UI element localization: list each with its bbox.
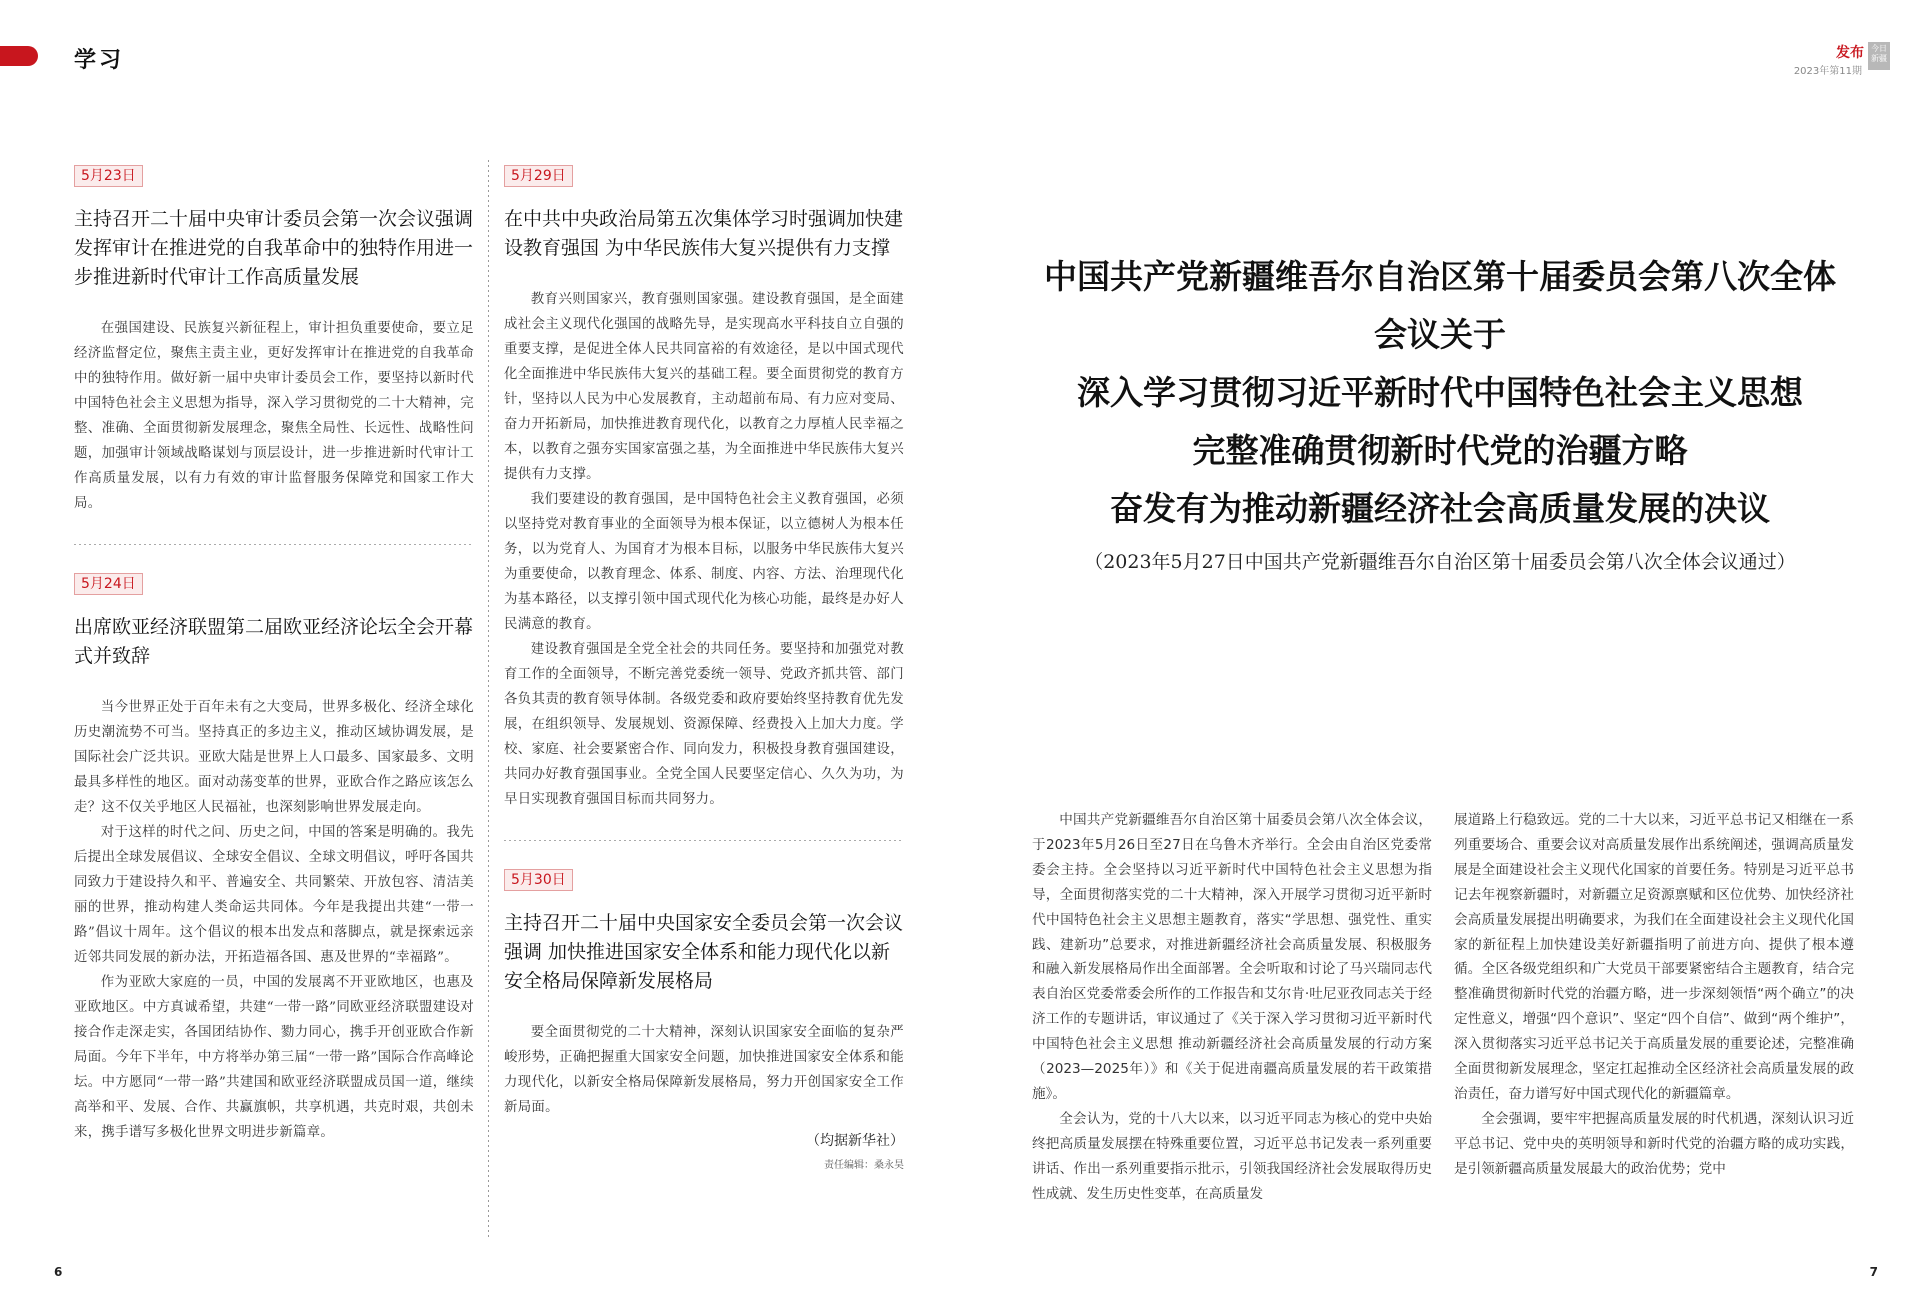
section-tab-marker [0,46,38,66]
left-column-2 [504,165,904,1171]
news-item-5-29 [504,165,904,812]
paragraph: 建设教育强国是全党全社会的共同任务。要坚持和加强党对教育工作的全面领导，不断完善党委统一领导、党政齐抓共管、部门各负其责的教育领导体制。各级党委和政府要始终坚持教育优先发展，在组织领导、发展规划、资源保障、经费投入上加大力度。学校、家庭、社会要紧密合作、同向发力，积极投身教育强国建设，共同办好教育强国事业。全党全国人民要坚定信心、久久为功，为早日实现教育强国目标而共同努力。 [504,642,904,807]
resolution-body [1454,808,1854,1182]
date-tag: 5月23日 [74,165,143,187]
news-headline: 主持召开二十届中央国家安全委员会第一次会议强调 加快推进国家安全体系和能力现代化以新安全格局保障新发展格局 [504,912,904,992]
paragraph: 在强国建设、民族复兴新征程上，审计担负重要使命，要立足经济监督定位，聚焦主责主业，更好发挥审计在推进党的自我革命中的独特作用。做好新一届中央审计委员会工作，要坚持以新时代中国特色社会主义思想为指导，深入学习贯彻党的二十大精神，完整、准确、全面贯彻新发展理念，聚焦全局性、长远性、战略性问题，加强审计领域战略谋划与顶层设计，进一步推进新时代审计工作高质量发展，以有力有效的审计监督服务保障党和国家工作大局。 [74,321,474,511]
news-headline: 主持召开二十届中央审计委员会第一次会议强调发挥审计在推进党的自我革命中的独特作用进一步推进新时代审计工作高质量发展 [74,208,474,288]
dotted-divider [504,840,904,841]
paragraph: 我们要建设的教育强国，是中国特色社会主义教育强国，必须以坚持党对教育事业的全面领导为根本保证，以立德树人为根本任务，以为党育人、为国育才为根本目标，以服务中华民族伟大复兴为重要使命，以教育理念、体系、制度、内容、方法、治理现代化为基本路径，以支撑引领中国式现代化为核心功能，最终是办好人民满意的教育。 [504,492,904,632]
page-number-right: 7 [1869,1265,1878,1279]
news-body [504,1020,904,1120]
resolution-title-line: 中国共产党新疆维吾尔自治区第十届委员会第八次全体会议关于 [1044,257,1836,354]
right-column-1 [1032,808,1432,1207]
news-headline: 在中共中央政治局第五次集体学习时强调加快建设教育强国 为中华民族伟大复兴提供有力支撑 [504,208,904,259]
paragraph: 作为亚欧大家庭的一员，中国的发展离不开亚欧地区，也惠及亚欧地区。中方真诚希望，共建“一带一路”同欧亚经济联盟建设对接合作走深走实，各国团结协作、勠力同心，携手开创亚欧合作新局面。今年下半年，中方将举办第三届“一带一路”国际合作高峰论坛。中方愿同“一带一路”共建国和欧亚经济联盟成员国一道，继续高举和平、发展、合作、共赢旗帜，共享机遇，共克时艰，共创未来，携手谱写多极化世界文明进步新篇章。 [74,975,474,1140]
responsible-editor: 责任编辑：桑永昊 [824,1160,904,1171]
paragraph: 中国共产党新疆维吾尔自治区第十届委员会第八次全体会议，于2023年5月26日至27日在乌鲁木齐举行。全会由自治区党委常委会主持。全会坚持以习近平新时代中国特色社会主义思想为指导，全面贯彻落实党的二十大精神，深入开展学习贯彻习近平新时代中国特色社会主义思想主题教育，落实“学思想、强党性、重实践、建新功”总要求，对推进新疆经济社会高质量发展、积极服务和融入新发展格局作出全面部署。全会听取和讨论了马兴瑞同志代表自治区党委常委会所作的工作报告和艾尔肯·吐尼亚孜同志关于经济工作的专题讲话，审议通过了《关于深入学习贯彻习近平新时代中国特色社会主义思想 推动新疆经济社会高质量发展的行动方案（2023—2025年）》和《关于促进南疆高质量发展的若干政策措施》。 [1032,812,1432,1102]
resolution-title-line: 奋发有为推动新疆经济社会高质量发展的决议 [1110,489,1770,528]
resolution-subtitle: （2023年5月27日中国共产党新疆维吾尔自治区第十届委员会第八次全体会议通过） [1084,551,1796,573]
publication-brand [1794,42,1890,77]
right-column-2 [1454,808,1854,1182]
issue-label: 2023年第11期 [1793,66,1862,77]
news-headline: 出席欧亚经济联盟第二届欧亚经济论坛全会开幕式并致辞 [74,616,474,667]
brand-name: 发布 [1836,45,1864,61]
news-source: （均据新华社） [806,1133,904,1149]
news-item-5-24 [74,573,474,1145]
resolution-title-line: 完整准确贯彻新时代党的治疆方略 [1192,431,1688,470]
paragraph: 全会认为，党的十八大以来，以习近平同志为核心的党中央始终把高质量发展摆在特殊重要位置，习近平总书记发表一系列重要讲话、作出一系列重要指示批示，引领我国经济社会发展取得历史性成就、发生历史性变革，在高质量发 [1032,1110,1432,1202]
news-item-5-30 [504,869,904,1171]
news-body [74,695,474,1145]
news-body [74,316,474,516]
brand-logo-box: 今日新疆 [1868,42,1890,70]
left-column-1 [74,165,474,1145]
page-number-left: 6 [54,1265,63,1279]
dotted-divider [74,544,474,545]
news-item-5-23 [74,165,474,516]
paragraph: 教育兴则国家兴，教育强则国家强。建设教育强国，是全面建成社会主义现代化强国的战略先导，是实现高水平科技自立自强的重要支撑，是促进全体人民共同富裕的有效途径，是以中国式现代化全面推进中华民族伟大复兴的基础工程。要全面贯彻党的教育方针，坚持以人民为中心发展教育，主动超前布局、有力应对变局、奋力开拓新局，加快推进教育现代化，以教育之力厚植人民幸福之本，以教育之强夯实国家富强之基，为全面推进中华民族伟大复兴提供有力支撑。 [504,292,904,482]
column-divider [488,160,489,1240]
news-body [504,287,904,812]
date-tag: 5月24日 [74,573,143,595]
date-tag: 5月30日 [504,869,573,891]
resolution-body [1032,808,1432,1207]
paragraph: 展道路上行稳致远。党的二十大以来，习近平总书记又相继在一系列重要场合、重要会议对高质量发展作出系统阐述，强调高质量发展是全面建设社会主义现代化国家的首要任务。特别是习近平总书记去年视察新疆时，对新疆立足资源禀赋和区位优势、加快经济社会高质量发展提出明确要求，为我们在全面建设社会主义现代化国家的新征程上加快建设美好新疆指明了前进方向、提供了根本遵循。全区各级党组织和广大党员干部要紧密结合主题教育，结合完整准确贯彻新时代党的治疆方略，进一步深刻领悟“两个确立”的决定性意义，增强“四个意识”、坚定“四个自信”、做到“两个维护”，深入贯彻落实习近平总书记关于高质量发展的重要论述，完整准确全面贯彻新发展理念，坚定扛起推动全区经济社会高质量发展的政治责任，奋力谱写好中国式现代化的新疆篇章。 [1454,812,1854,1102]
date-tag: 5月29日 [504,165,573,187]
right-page [960,0,1920,1307]
section-title: 学习 [74,48,125,73]
paragraph: 对于这样的时代之问、历史之问，中国的答案是明确的。我先后提出全球发展倡议、全球安全倡议、全球文明倡议，呼吁各国共同致力于建设持久和平、普遍安全、共同繁荣、开放包容、清洁美丽的世界，推动构建人类命运共同体。今年是我提出共建“一带一路”倡议十周年。这个倡议的根本出发点和落脚点，就是探索远亲近邻共同发展的新办法，开拓造福各国、惠及世界的“幸福路”。 [74,825,474,965]
resolution-title-line: 深入学习贯彻习近平新时代中国特色社会主义思想 [1077,373,1803,412]
resolution-title-block [1040,248,1840,578]
paragraph: 当今世界正处于百年未有之大变局，世界多极化、经济全球化历史潮流势不可当。坚持真正的多边主义，推动区域协调发展，是国际社会广泛共识。亚欧大陆是世界上人口最多、国家最多、文明最具多样性的地区。面对动荡变革的世界，亚欧合作之路应该怎么走？这不仅关乎地区人民福祉，也深刻影响世界发展走向。 [74,700,474,815]
paragraph: 要全面贯彻党的二十大精神，深刻认识国家安全面临的复杂严峻形势，正确把握重大国家安全问题，加快推进国家安全体系和能力现代化，以新安全格局保障新发展格局，努力开创国家安全工作新局面。 [504,1025,904,1115]
paragraph: 全会强调，要牢牢把握高质量发展的时代机遇，深刻认识习近平总书记、党中央的英明领导和新时代党的治疆方略的成功实践，是引领新疆高质量发展最大的政治优势；党中 [1454,1110,1854,1177]
